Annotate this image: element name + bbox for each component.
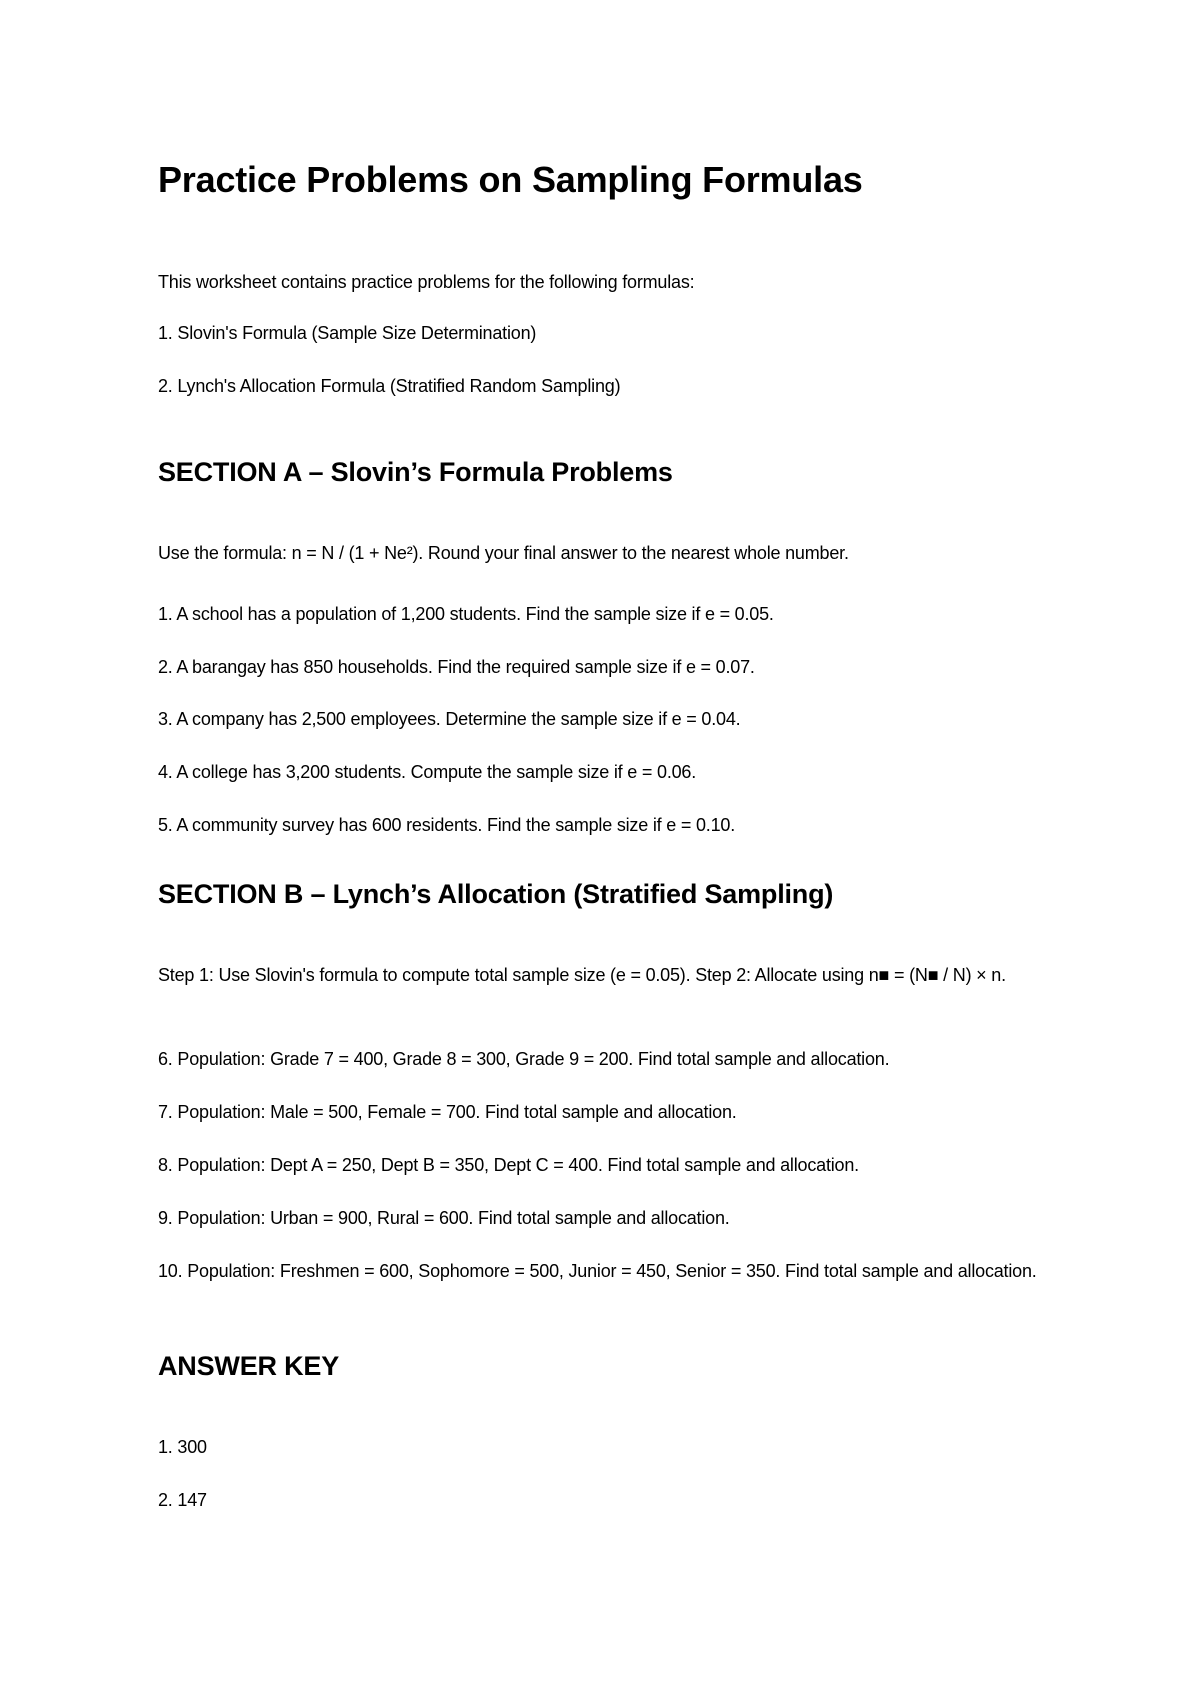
problem-1: 1. A school has a population of 1,200 students. Find the sample size if e = 0.05. bbox=[158, 604, 774, 624]
intro-text: This worksheet contains practice problems for the following formulas: bbox=[158, 272, 695, 292]
section-a-instruction: Use the formula: n = N / (1 + Ne²). Round your final answer to the nearest whole number. bbox=[158, 543, 849, 563]
problem-7: 7. Population: Male = 500, Female = 700. Find total sample and allocation. bbox=[158, 1102, 737, 1122]
section-a-heading: SECTION A – Slovin’s Formula Problems bbox=[158, 457, 673, 487]
problem-6: 6. Population: Grade 7 = 400, Grade 8 = 300, Grade 9 = 200. Find total sample and allocation. bbox=[158, 1049, 890, 1069]
formula-item-1: 1. Slovin's Formula (Sample Size Determination) bbox=[158, 323, 537, 343]
problem-2: 2. A barangay has 850 households. Find the required sample size if e = 0.07. bbox=[158, 657, 755, 677]
problem-10: 10. Population: Freshmen = 600, Sophomore = 500, Junior = 450, Senior = 350. Find total sample and allocation. bbox=[158, 1261, 1037, 1281]
answer-key-heading: ANSWER KEY bbox=[158, 1351, 340, 1381]
section-b-instruction: Step 1: Use Slovin's formula to compute total sample size (e = 0.05). Step 2: Allocate using n■ = (N■ / N) × n. bbox=[158, 965, 1006, 985]
answer-2: 2. 147 bbox=[158, 1490, 207, 1510]
problem-9: 9. Population: Urban = 900, Rural = 600. Find total sample and allocation. bbox=[158, 1208, 730, 1228]
problem-5: 5. A community survey has 600 residents. Find the sample size if e = 0.10. bbox=[158, 815, 736, 835]
answer-1: 1. 300 bbox=[158, 1437, 207, 1457]
page-title: Practice Problems on Sampling Formulas bbox=[158, 159, 863, 200]
section-b-heading: SECTION B – Lynch’s Allocation (Stratified Sampling) bbox=[158, 879, 834, 909]
problem-4: 4. A college has 3,200 students. Compute the sample size if e = 0.06. bbox=[158, 762, 697, 782]
problem-3: 3. A company has 2,500 employees. Determine the sample size if e = 0.04. bbox=[158, 709, 741, 729]
formula-item-2: 2. Lynch's Allocation Formula (Stratified Random Sampling) bbox=[158, 376, 621, 396]
problem-8: 8. Population: Dept A = 250, Dept B = 350, Dept C = 400. Find total sample and allocation. bbox=[158, 1155, 859, 1175]
